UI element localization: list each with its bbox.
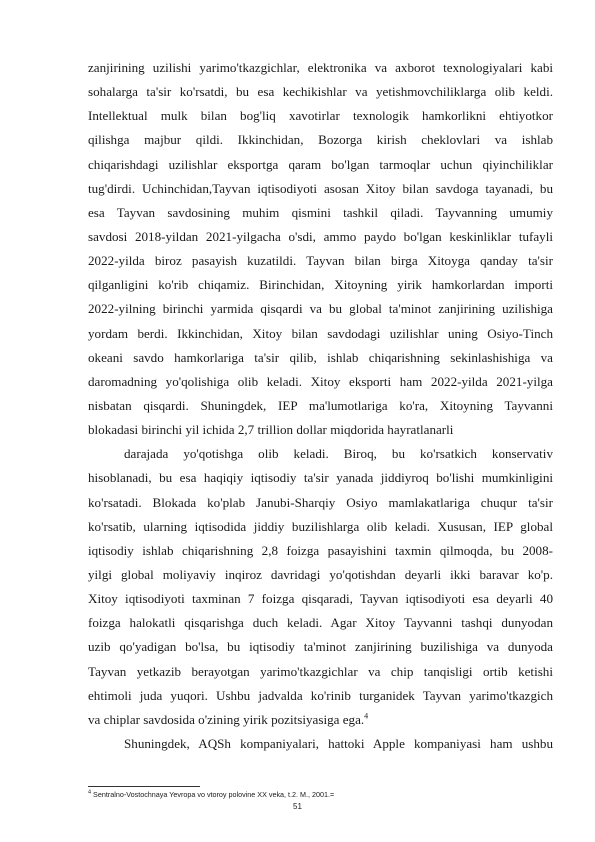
footnote-text: Sentralno-Vostochnaya Yevropa vo vtoroy polovine XX veka, t.2. M., 2001.=: [91, 790, 335, 799]
footnote-separator: [88, 786, 200, 787]
text-line: Xitoy iqtisodiyoti taxminan 7 foizga qisqaradi, Tayvan iqtisodiyoti esa deyarli 40: [88, 591, 553, 607]
text-line: esa Tayvan savdosining muhim qismini tashkil qiladi. Tayvanning umumiy: [88, 204, 553, 220]
text-line: nisbatan qisqardi. Shuningdek, IEP ma'lumotlariga ko'ra, Xitoyning Tayvanni: [88, 397, 553, 413]
text-line: Tayvan yetkazib berayotgan yarimo'tkazgichlar va chip tanqisligi ortib ketishi: [88, 663, 553, 679]
text-line: uzib qo'yadigan bo'lsa, bu iqtisodiy ta'minot zanjirining buzilishiga va dunyoda: [88, 639, 553, 655]
text-line: qilishga majbur qildi. Ikkinchidan, Bozorga kirish cheklovlari va ishlab: [88, 132, 553, 148]
body-text: [88, 56, 553, 756]
text-line: savdosi 2018-yildan 2021-yilgacha o'sdi, ammo paydo bo'lgan keskinliklar tufayli: [88, 228, 553, 244]
text-line: zanjirining uzilishi yarimo'tkazgichlar, elektronika va axborot texnologiyalari kabi: [88, 60, 553, 75]
text-line: chiqarishdagi uzilishlar eksportga qaram bo'lgan tarmoqlar uchun qiyinchiliklar: [88, 156, 553, 172]
text-line: Intellektual mulk bilan bog'liq xavotirlar texnologik hamkorlikni ehtiyotkor: [88, 108, 553, 124]
text-line: darajada yo'qotishga olib keladi. Biroq, bu ko'rsatkich konservativ: [124, 446, 553, 462]
text-line: 2022-yilning birinchi yarmida qisqardi va bu global ta'minot zanjirining uzilishiga: [88, 301, 553, 317]
text-line: ehtimoli juda yuqori. Ushbu jadvalda ko'rinib turganidek Tayvan yarimo'tkazgich: [88, 687, 553, 703]
text-line: Shuningdek, AQSh kompaniyalari, hattoki Apple kompaniyasi ham ushbu: [124, 735, 553, 751]
footnote: [88, 790, 553, 800]
text-line: daromadning yo'qolishiga olib keladi. Xitoy eksporti ham 2022-yilda 2021-yilga: [88, 373, 553, 389]
text-line: hisoblanadi, bu esa haqiqiy iqtisodiy ta'sir yanada jiddiyroq bo'lishi mumkinligini: [88, 470, 553, 486]
text-line: tug'dirdi. Uchinchidan,Tayvan iqtisodiyoti asosan Xitoy bilan savdoga tayanadi, bu: [88, 180, 553, 196]
text-line: ko'rsatadi. Blokada ko'plab Janubi-Sharqiy Osiyo mamlakatlariga chuqur ta'sir: [88, 494, 553, 510]
text-line-content: va chiplar savdosida o'zining yirik pozitsiyasiga ega.: [88, 711, 365, 727]
text-line: iqtisodiy ishlab chiqarishning 2,8 foizga pasayishini taxmin qilmoqda, bu 2008-: [88, 542, 553, 558]
page-number: 51: [293, 802, 302, 811]
text-line: ko'rsatib, ularning iqtisodida jiddiy buzilishlarga olib keladi. Xususan, IEP global: [88, 518, 553, 534]
text-line: yilgi global moliyaviy inqiroz davridagi yo'qotishdan deyarli ikki baravar ko'p.: [88, 566, 553, 582]
text-line: sohalarga ta'sir ko'rsatdi, bu esa kechikishlar va yetishmovchiliklarga olib keldi.: [88, 84, 553, 100]
text-line: 2022-yilda biroz pasayish kuzatildi. Tayvan bilan birga Xitoyga qanday ta'sir: [88, 253, 553, 269]
footnote-number: 4: [88, 789, 92, 796]
text-line: qilganligini ko'rib chiqamiz. Birinchidan, Xitoyning yirik hamkorlardan importi: [88, 277, 553, 293]
text-line: yordam berdi. Ikkinchidan, Xitoy bilan savdodagi uzilishlar uning Osiyo-Tinch: [88, 325, 553, 341]
text-line: foizga halokatli qisqarishga duch keladi. Agar Xitoy Tayvanni tashqi dunyodan: [88, 615, 553, 631]
text-line: okeani savdo hamkorlariga ta'sir qilib, ishlab chiqarishning sekinlashishiga va: [88, 349, 553, 365]
text-line: [88, 708, 553, 732]
text-line: blokadasi birinchi yil ichida 2,7 trillion dollar miqdorida hayratlanarli: [88, 422, 454, 438]
footnote-reference[interactable]: 4: [364, 711, 369, 721]
